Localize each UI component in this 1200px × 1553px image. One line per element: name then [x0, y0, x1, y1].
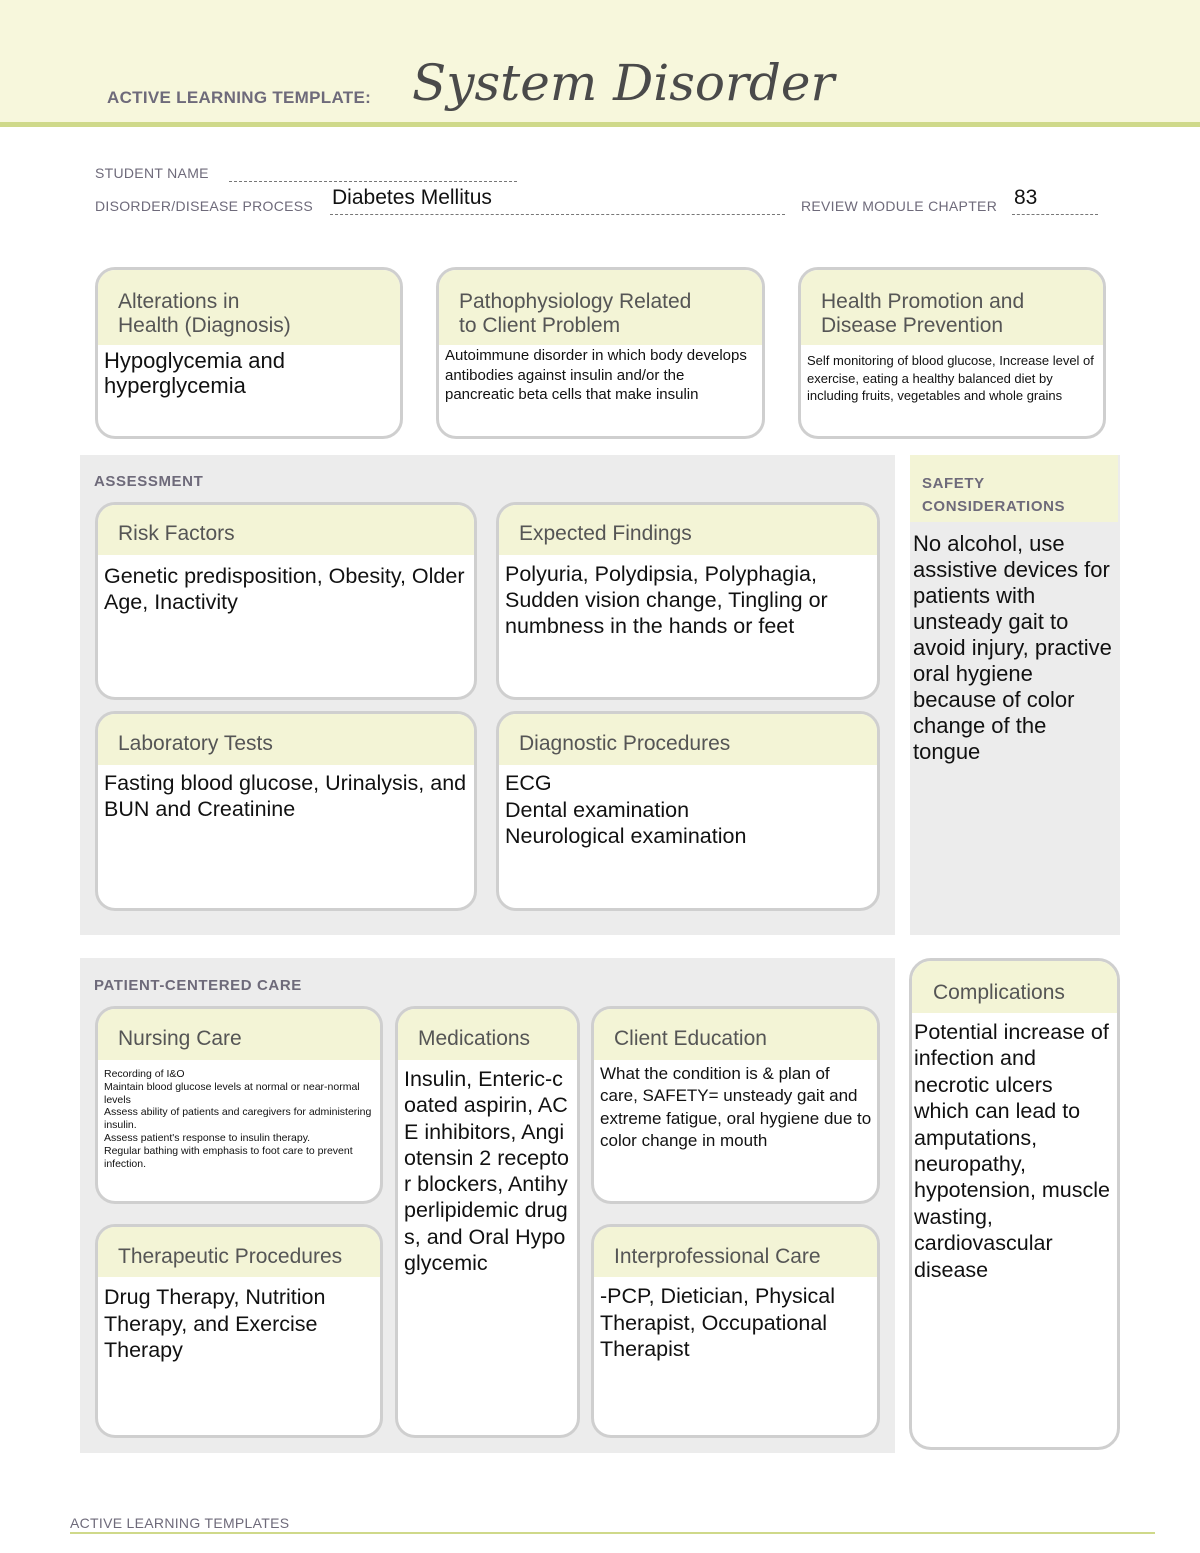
diagnostic-procedures-title: Diagnostic Procedures: [499, 714, 877, 765]
complications-body: Potential increase of infection and necrotic ulcers which can lead to amputations, neuropathy, hypotension, muscle wasting, cardiovascular disease: [914, 1020, 1110, 1282]
alterations-card: [95, 267, 403, 439]
diagnostic-procedures-body: ECG Dental examination Neurological examination: [505, 771, 747, 848]
footer-label: ACTIVE LEARNING TEMPLATES: [70, 1515, 290, 1531]
assessment-section-title: ASSESSMENT: [94, 473, 204, 490]
client-education-body: What the condition is & plan of care, SAFETY= unsteady gait and extreme fatigue, oral hygiene due to color change in mouth: [600, 1064, 872, 1150]
alterations-title: Alterations in Health (Diagnosis): [98, 270, 400, 345]
expected-findings-body: Polyuria, Polydipsia, Polyphagia, Sudden vision change, Tingling or numbness in the hands or feet: [505, 562, 828, 638]
disorder-value: Diabetes Mellitus: [332, 186, 492, 209]
laboratory-tests-title: Laboratory Tests: [98, 714, 474, 765]
pathophysiology-title: Pathophysiology Related to Client Problem: [439, 270, 762, 345]
client-education-card: [591, 1006, 880, 1204]
disorder-label: DISORDER/DISEASE PROCESS: [95, 198, 314, 214]
nursing-care-card: [95, 1006, 383, 1204]
expected-findings-card: [496, 502, 880, 700]
nursing-care-body: Recording of I&O Maintain blood glucose levels at normal or near-normal levels Assess ability of patients and caregivers for administering insulin. Assess patient's response to insulin therapy. Regular bathing with emphasis to foot care to prevent infection.: [104, 1068, 372, 1170]
expected-findings-title: Expected Findings: [499, 505, 877, 555]
health-promotion-body: Self monitoring of blood glucose, Increase level of exercise, eating a healthy balanced diet by including fruits, vegetables and whole grains: [807, 353, 1094, 403]
chapter-label: REVIEW MODULE CHAPTER: [801, 198, 998, 214]
patient-centered-care-section-title: PATIENT-CENTERED CARE: [94, 977, 302, 994]
interprofessional-care-card: [591, 1224, 880, 1438]
health-promotion-card: [798, 267, 1106, 439]
student-name-label: STUDENT NAME: [95, 165, 209, 181]
medications-card: [395, 1006, 580, 1438]
health-promotion-title: Health Promotion and Disease Prevention: [801, 270, 1103, 345]
header-rule: [0, 122, 1200, 127]
laboratory-tests-body: Fasting blood glucose, Urinalysis, and BUN and Creatinine: [104, 771, 467, 821]
laboratory-tests-card: [95, 711, 477, 911]
safety-body: No alcohol, use assistive devices for patients with unsteady gait to avoid injury, practive oral hygiene because of color change of the tongue: [913, 531, 1112, 764]
risk-factors-card: [95, 502, 477, 700]
safety-header: [910, 455, 1118, 522]
medications-title: Medications: [398, 1009, 577, 1060]
safety-title: SAFETY CONSIDERATIONS: [922, 475, 1066, 515]
diagnostic-procedures-card: [496, 711, 880, 911]
pathophysiology-card: [436, 267, 765, 439]
pathophysiology-body: Autoimmune disorder in which body develops antibodies against insulin and/or the pancreatic beta cells that make insulin: [445, 347, 747, 403]
header-label: ACTIVE LEARNING TEMPLATE:: [107, 88, 372, 107]
complications-card: [909, 958, 1120, 1450]
risk-factors-body: Genetic predisposition, Obesity, Older Age, Inactivity: [104, 564, 465, 614]
page-title: System Disorder: [412, 54, 835, 112]
footer-rule: [70, 1532, 1155, 1534]
complications-title: Complications: [912, 961, 1117, 1013]
student-name-field[interactable]: [229, 168, 517, 182]
interprofessional-care-title: Interprofessional Care: [594, 1227, 877, 1277]
therapeutic-procedures-body: Drug Therapy, Nutrition Therapy, and Exercise Therapy: [104, 1285, 326, 1362]
interprofessional-care-body: -PCP, Dietician, Physical Therapist, Occupational Therapist: [600, 1284, 835, 1361]
therapeutic-procedures-title: Therapeutic Procedures: [98, 1227, 380, 1277]
risk-factors-title: Risk Factors: [98, 505, 474, 555]
medications-body: Insulin, Enteric-coated aspirin, ACE inhibitors, Angiotensin 2 receptor blockers, Antihyperlipidemic drugs, and Oral Hypoglycemic: [404, 1067, 569, 1276]
therapeutic-procedures-card: [95, 1224, 383, 1438]
client-education-title: Client Education: [594, 1009, 877, 1060]
alterations-body: Hypoglycemia and hyperglycemia: [104, 348, 285, 398]
chapter-value: 83: [1014, 186, 1038, 209]
nursing-care-title: Nursing Care: [98, 1009, 380, 1060]
